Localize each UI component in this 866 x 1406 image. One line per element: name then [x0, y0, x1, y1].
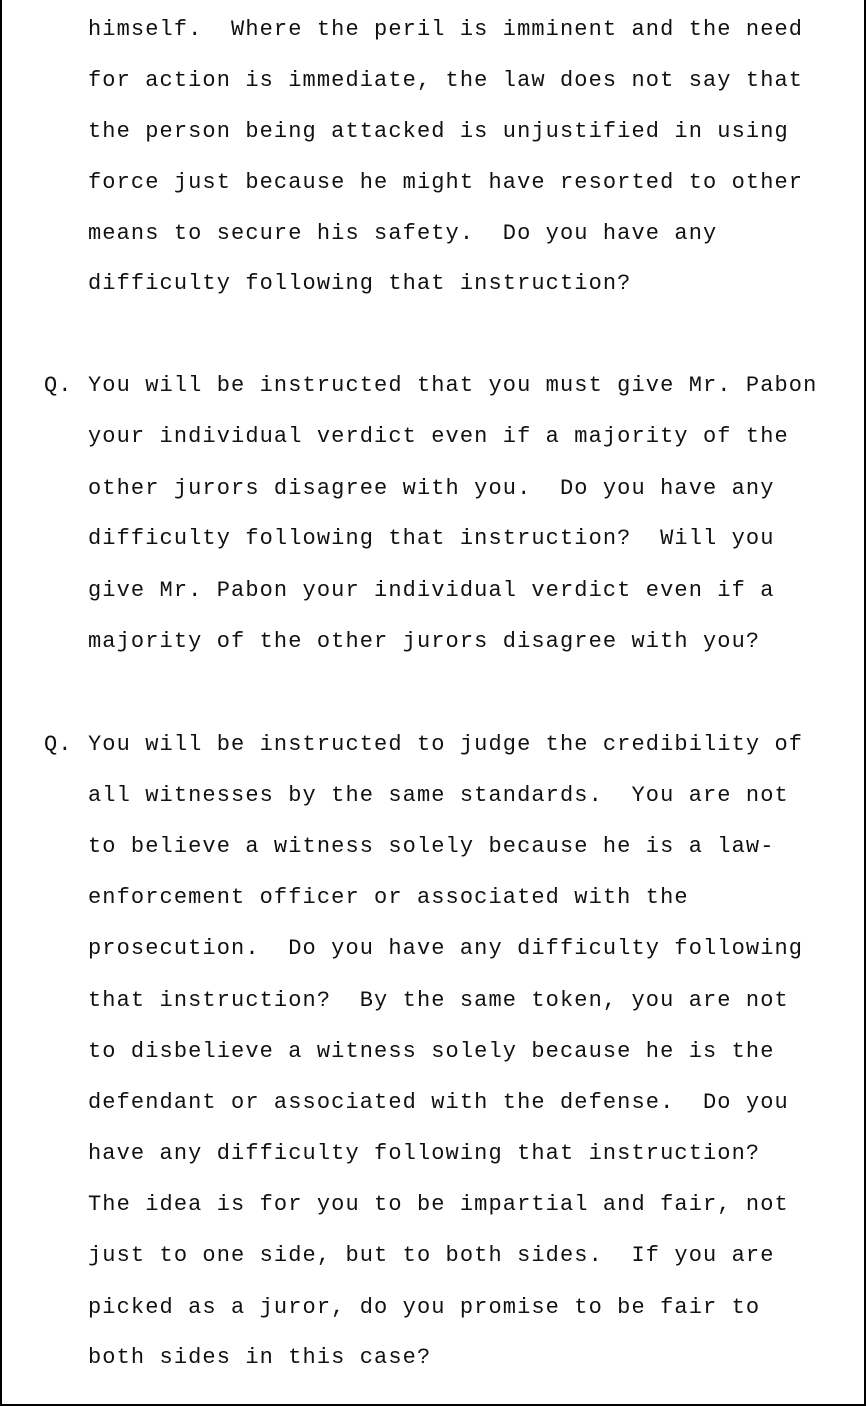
question-line: all witnesses by the same standards. You are not — [88, 783, 789, 808]
question-line: your individual verdict even if a majority of the — [88, 424, 789, 449]
question-line: majority of the other jurors disagree with you? — [88, 629, 761, 654]
question-marker: Q. — [44, 373, 73, 398]
question-line: that instruction? By the same token, you are not — [88, 988, 789, 1013]
question-line: other jurors disagree with you. Do you have any — [88, 476, 775, 501]
question-line: to believe a witness solely because he is a law- — [88, 834, 775, 859]
question-line: just to one side, but to both sides. If you are — [88, 1243, 775, 1268]
question-line: have any difficulty following that instruction? — [88, 1141, 761, 1166]
question-marker: Q. — [44, 732, 73, 757]
paragraph-line: means to secure his safety. Do you have any — [88, 221, 718, 246]
question-line: You will be instructed that you must give Mr. Pabon — [88, 373, 818, 398]
question-line: You will be instructed to judge the credibility of — [88, 732, 804, 757]
question-line: defendant or associated with the defense. Do you — [88, 1090, 789, 1115]
question-line: difficulty following that instruction? Will you — [88, 526, 775, 551]
question-line: give Mr. Pabon your individual verdict even if a — [88, 578, 775, 603]
paragraph-line: for action is immediate, the law does not say that — [88, 68, 804, 93]
question-line: to disbelieve a witness solely because he is the — [88, 1039, 775, 1064]
paragraph-line: force just because he might have resorted to other — [88, 170, 804, 195]
paragraph-line: the person being attacked is unjustified in using — [88, 119, 789, 144]
question-line: enforcement officer or associated with the — [88, 885, 689, 910]
question-line: prosecution. Do you have any difficulty following — [88, 936, 804, 961]
paragraph-line: himself. Where the peril is imminent and the need — [88, 17, 804, 42]
paragraph-line: difficulty following that instruction? — [88, 271, 632, 296]
question-line: The idea is for you to be impartial and fair, not — [88, 1192, 789, 1217]
question-line: both sides in this case? — [88, 1345, 432, 1370]
question-line: picked as a juror, do you promise to be fair to — [88, 1295, 761, 1320]
